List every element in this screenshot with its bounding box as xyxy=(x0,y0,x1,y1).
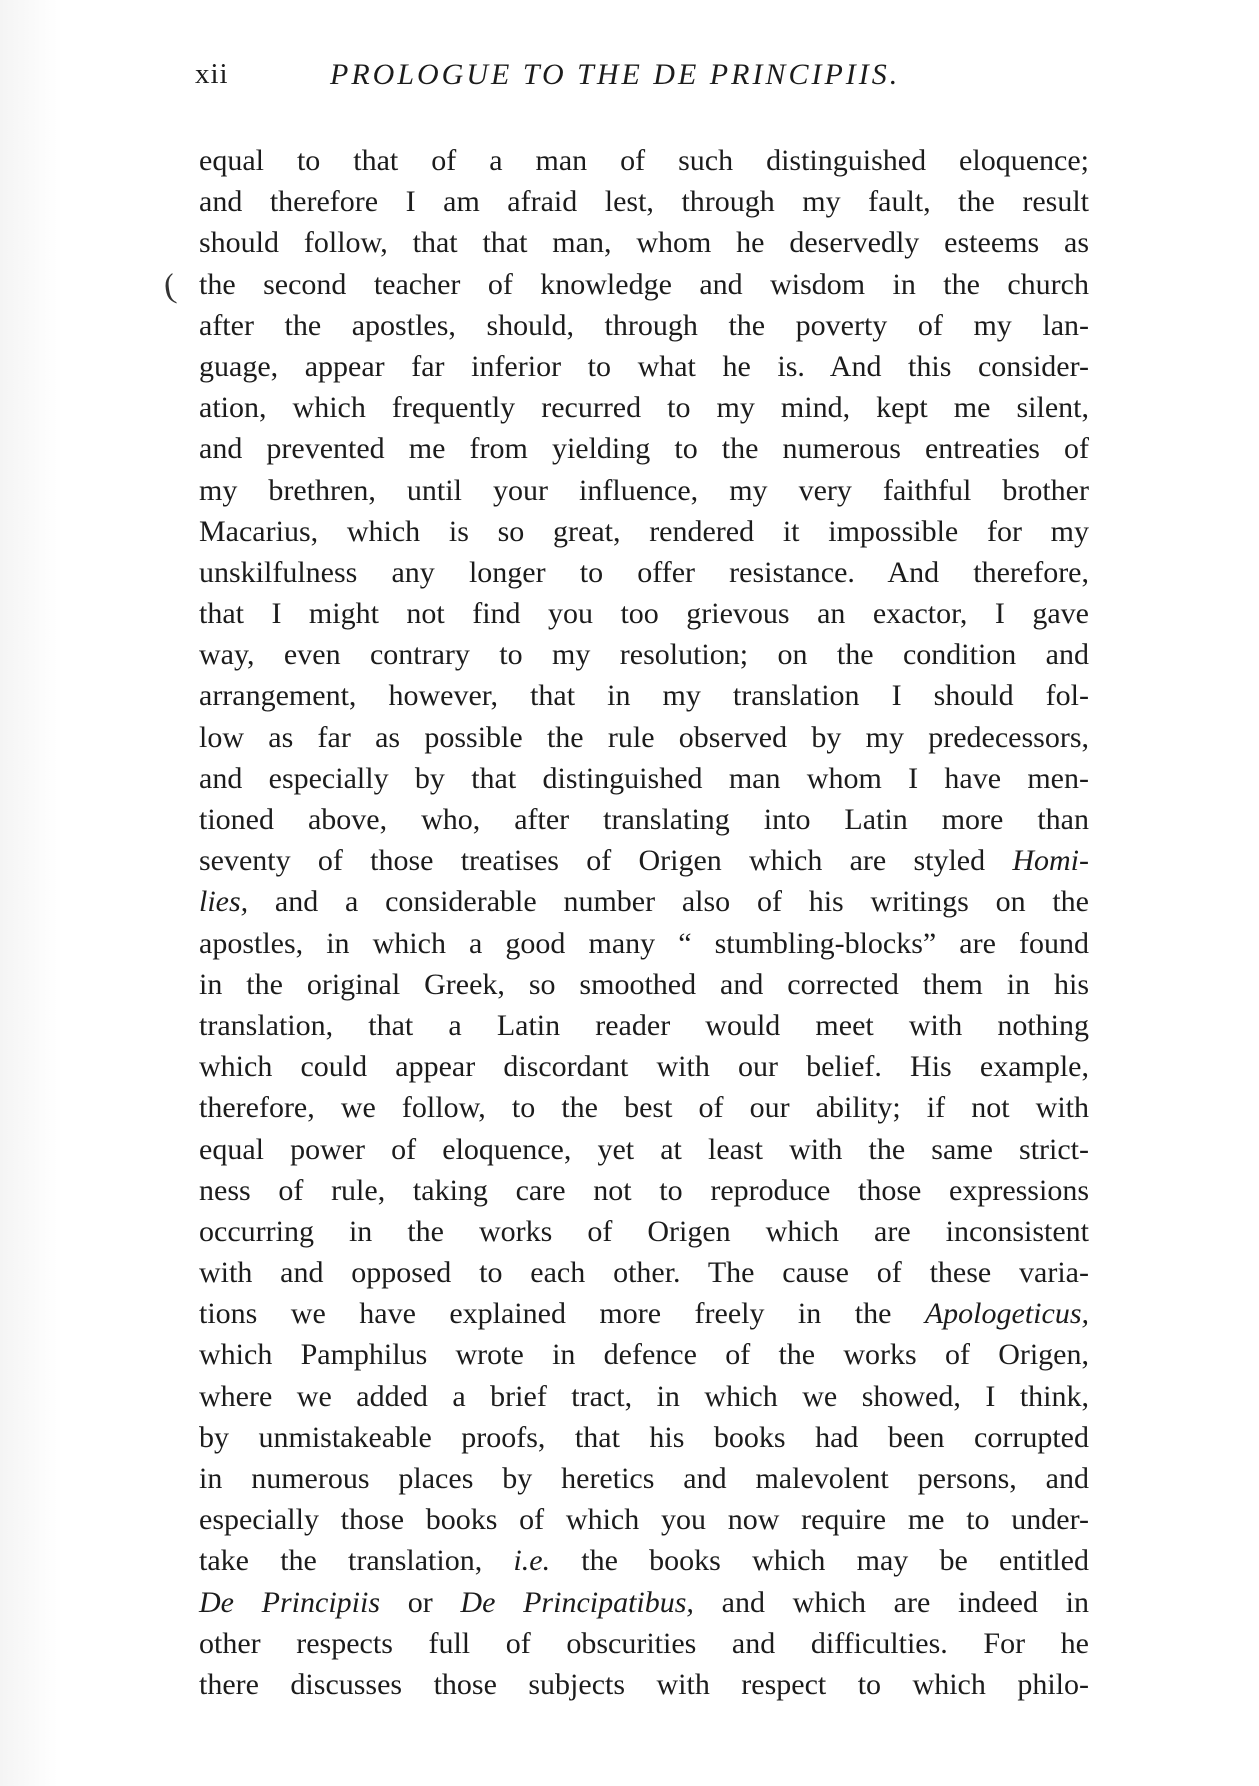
text-segment: way, even contrary to my resolution; on the condition and xyxy=(199,638,1089,672)
text-segment: translation, that a Latin reader would meet with nothing xyxy=(199,1008,1089,1042)
text-line xyxy=(199,552,1089,593)
text-segment: unskilfulness any longer to offer resistance. And therefore, xyxy=(199,555,1089,589)
text-segment: tioned above, who, after translating into Latin more than xyxy=(199,803,1089,836)
text-line xyxy=(199,593,1089,634)
text-segment: the second teacher of knowledge and wisdom in the church xyxy=(199,267,1089,301)
running-title: PROLOGUE TO THE DE PRINCIPIIS. xyxy=(330,58,901,91)
text-segment: which could appear discordant with our belief. His example, xyxy=(199,1050,1089,1084)
text-line xyxy=(199,264,1089,305)
text-line xyxy=(199,222,1089,263)
text-line xyxy=(199,1458,1089,1499)
text-segment: seventy of those treatises of Origen which are styled xyxy=(199,844,1013,878)
italic-text-segment: Homi- xyxy=(1012,844,1089,878)
text-segment: arrangement, however, that in my translation I should fol- xyxy=(199,679,1089,713)
page-header xyxy=(195,58,1095,98)
text-segment: and especially by that distinguished man whom I have men- xyxy=(199,761,1089,795)
italic-text-segment: lies, xyxy=(199,885,249,919)
text-line xyxy=(199,181,1089,222)
text-line xyxy=(199,140,1089,181)
text-line xyxy=(199,964,1089,1005)
text-line xyxy=(199,758,1089,799)
text-segment: other respects full of obscurities and difficulties. For he xyxy=(199,1626,1089,1660)
text-segment: and a considerable number also of his writings on the xyxy=(248,885,1089,919)
text-line xyxy=(199,1005,1089,1046)
text-line xyxy=(199,1376,1089,1417)
text-segment: occurring in the works of Origen which are inconsistent xyxy=(199,1214,1089,1248)
text-segment: especially those books of which you now require me to under- xyxy=(199,1503,1089,1537)
text-segment: equal to that of a man of such distinguished eloquence; xyxy=(199,144,1089,177)
text-segment: that I might not find you too grievous an exactor, I gave xyxy=(199,597,1089,631)
text-line xyxy=(199,428,1089,469)
text-segment: apostles, in which a good many “ stumbling-blocks” are found xyxy=(199,926,1089,960)
text-segment: ation, which frequently recurred to my mind, kept me silent, xyxy=(199,391,1089,425)
text-line xyxy=(199,1087,1089,1128)
text-line xyxy=(199,1211,1089,1252)
text-segment: where we added a brief tract, in which we showed, I think, xyxy=(199,1379,1089,1413)
text-segment: and therefore I am afraid lest, through my fault, the result xyxy=(199,185,1089,219)
text-segment: the books which may be entitled xyxy=(550,1544,1089,1578)
text-segment: after the apostles, should, through the poverty of my lan- xyxy=(199,308,1089,342)
italic-text-segment: De Principatibus, xyxy=(460,1585,694,1619)
text-segment: there discusses those subjects with respect to which philo- xyxy=(199,1667,1089,1701)
text-line xyxy=(199,634,1089,675)
text-segment: by unmistakeable proofs, that his books had been corrupted xyxy=(199,1420,1089,1454)
margin-annotation-mark: ( xyxy=(161,267,178,306)
text-line xyxy=(199,717,1089,758)
text-line xyxy=(199,1252,1089,1293)
text-segment: and which are indeed in xyxy=(693,1585,1089,1619)
text-segment: my brethren, until your influence, my very faithful brother xyxy=(199,473,1089,507)
text-segment: take the translation, xyxy=(199,1544,514,1578)
text-line xyxy=(199,1540,1089,1581)
text-line xyxy=(199,387,1089,428)
text-segment: and prevented me from yielding to the numerous entreaties of xyxy=(199,432,1089,466)
page-gutter-shadow xyxy=(0,0,58,1786)
text-segment: Macarius, which is so great, rendered it impossible for my xyxy=(199,514,1089,548)
page-number: xii xyxy=(195,58,229,90)
text-line xyxy=(199,511,1089,552)
text-segment: low as far as possible the rule observed by my predecessors, xyxy=(199,720,1089,754)
text-segment: with and opposed to each other. The cause of these varia- xyxy=(199,1256,1089,1290)
text-segment: tions we have explained more freely in the xyxy=(199,1297,925,1331)
text-line xyxy=(199,470,1089,511)
text-line xyxy=(199,346,1089,387)
text-line xyxy=(199,1499,1089,1540)
text-segment: equal power of eloquence, yet at least with the same strict- xyxy=(199,1132,1089,1166)
text-line xyxy=(199,1046,1089,1087)
text-line xyxy=(199,881,1089,922)
text-line xyxy=(199,1664,1089,1705)
body-text xyxy=(199,140,1089,1705)
italic-text-segment: De Principiis xyxy=(199,1585,381,1619)
text-segment: therefore, we follow, to the best of our ability; if not with xyxy=(199,1091,1089,1125)
text-segment: guage, appear far inferior to what he is. And this consider- xyxy=(199,349,1089,383)
text-line xyxy=(199,305,1089,346)
text-segment: which Pamphilus wrote in defence of the works of Origen, xyxy=(199,1338,1089,1372)
text-line xyxy=(199,840,1089,881)
text-line xyxy=(199,1334,1089,1375)
text-line xyxy=(199,799,1089,840)
text-segment: in numerous places by heretics and malevolent persons, and xyxy=(199,1462,1089,1495)
italic-text-segment: Apologeticus, xyxy=(924,1297,1089,1331)
text-segment: or xyxy=(380,1585,461,1619)
text-segment: in the original Greek, so smoothed and corrected them in his xyxy=(199,967,1089,1001)
text-line xyxy=(199,1582,1089,1623)
text-line xyxy=(199,923,1089,964)
text-line xyxy=(199,1129,1089,1170)
text-line xyxy=(199,1417,1089,1458)
text-line xyxy=(199,1170,1089,1211)
text-segment: ness of rule, taking care not to reproduce those expressions xyxy=(199,1173,1089,1207)
text-line xyxy=(199,675,1089,716)
text-segment: should follow, that that man, whom he deservedly esteems as xyxy=(199,226,1089,260)
italic-text-segment: i.e. xyxy=(513,1544,551,1578)
text-line xyxy=(199,1623,1089,1664)
text-line xyxy=(199,1293,1089,1334)
